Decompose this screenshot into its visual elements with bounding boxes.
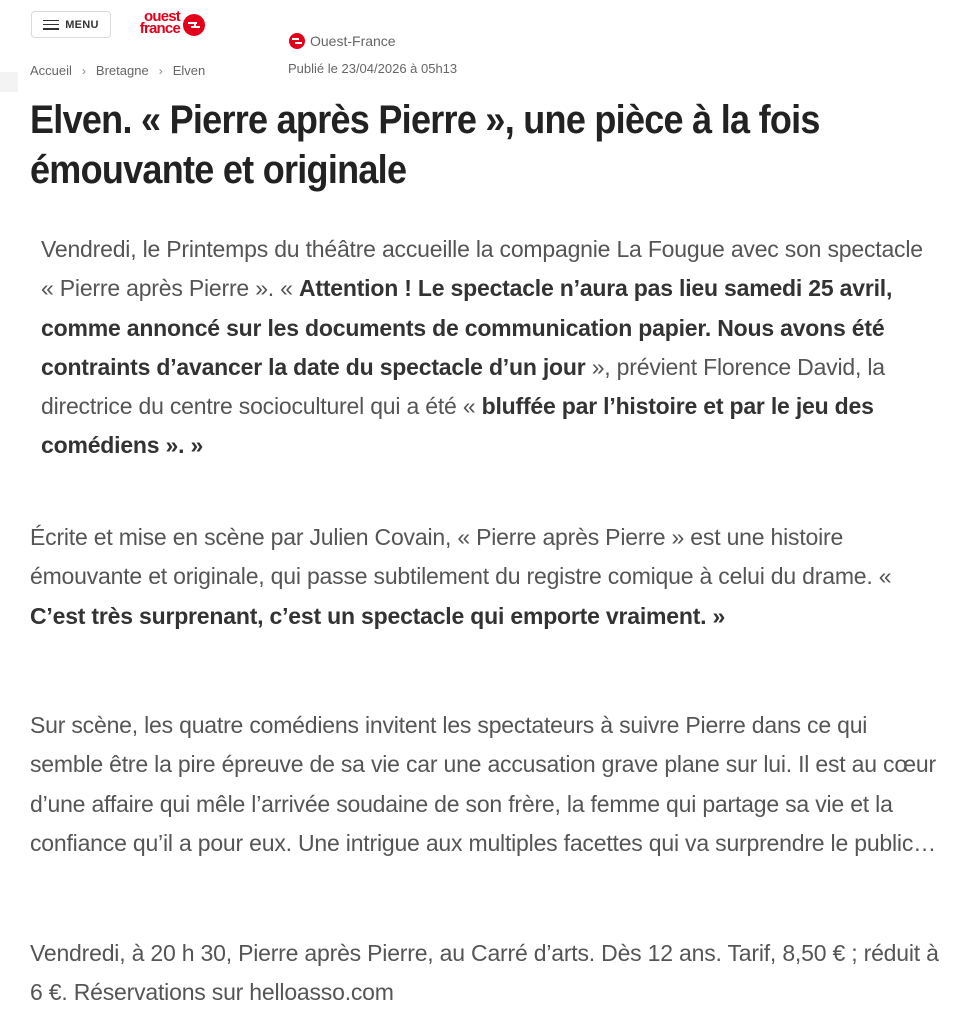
article-title: Elven. « Pierre après Pierre », une pièce à la fois émouvante et originale [30, 98, 820, 192]
breadcrumb-item-accueil[interactable]: Accueil [30, 63, 72, 78]
quote-highlight: Attention ! Le spectacle n’aura pas lieu samedi 25 avril, comme annoncé sur les documents de communication papier. Nous avons été contraints d’avancer la date du spectacle d’un jour [41, 275, 893, 380]
source-name: Ouest-France [310, 33, 396, 49]
ouest-france-logo[interactable] [126, 8, 206, 41]
breadcrumb-item-bretagne[interactable]: Bretagne [95, 63, 149, 78]
article-paragraph: Écrite et mise en scène par Julien Covain, « Pierre après Pierre » est une histoire émouvante et originale, qui passe subtilement du registre comique à celui du drame. « C’est très surprenant, c’est un spectacle qui emporte vraiment. » [30, 524, 892, 629]
menu-label: MENU [65, 18, 99, 31]
site-header [0, 0, 965, 90]
chevron-right-icon: › [158, 63, 163, 78]
side-panel-edge [0, 72, 18, 92]
logo-roundel-icon [183, 14, 205, 36]
article-paragraph: Sur scène, les quatre comédiens invitent les spectateurs à suivre Pierre dans ce qui semble être la pire épreuve de sa vie car une accusation grave plane sur lui. Il est au cœur d’une affaire qui mêle l’arrivée soudaine de son frère, la femme qui partage sa vie et la confiance qu’il a pour eux. Une intrigue aux multiples facettes qui va surprendre le public… [30, 712, 936, 856]
source-logo-icon [289, 33, 305, 49]
article-paragraph: Vendredi, à 20 h 30, Pierre après Pierre, au Carré d’arts. Dès 12 ans. Tarif, 8,50 € ; réduit à 6 €. Réservations sur helloasso.com [30, 940, 939, 1006]
chevron-right-icon: › [81, 63, 86, 78]
article-source [289, 33, 396, 49]
breadcrumb-item-elven[interactable]: Elven [172, 63, 206, 78]
hamburger-icon [43, 20, 59, 30]
breadcrumb [30, 63, 205, 78]
quote-highlight: bluffée par l’histoire et par le jeu des comédiens ». » [41, 393, 874, 459]
published-date: Publié le 23/04/2026 à 05h13 [288, 61, 458, 76]
quote-highlight: C’est très surprenant, c’est un spectacle qui emporte vraiment. » [30, 602, 726, 629]
logo-wordmark: ouest france [139, 8, 180, 37]
article-lead: Vendredi, le Printemps du théâtre accueille la compagnie La Fougue avec son spectacle « Pierre après Pierre ». « Attention ! Le spectacle n’aura pas lieu samedi 25 avril, comme annoncé sur les documents de communication papier. Nous avons été contraints d’avancer la date du spectacle d’un jour », prévient Florence David, la directrice du centre socioculturel qui a été « bluffée par l’histoire et par le jeu des comédiens ». » [41, 236, 923, 459]
menu-button[interactable] [31, 11, 111, 38]
